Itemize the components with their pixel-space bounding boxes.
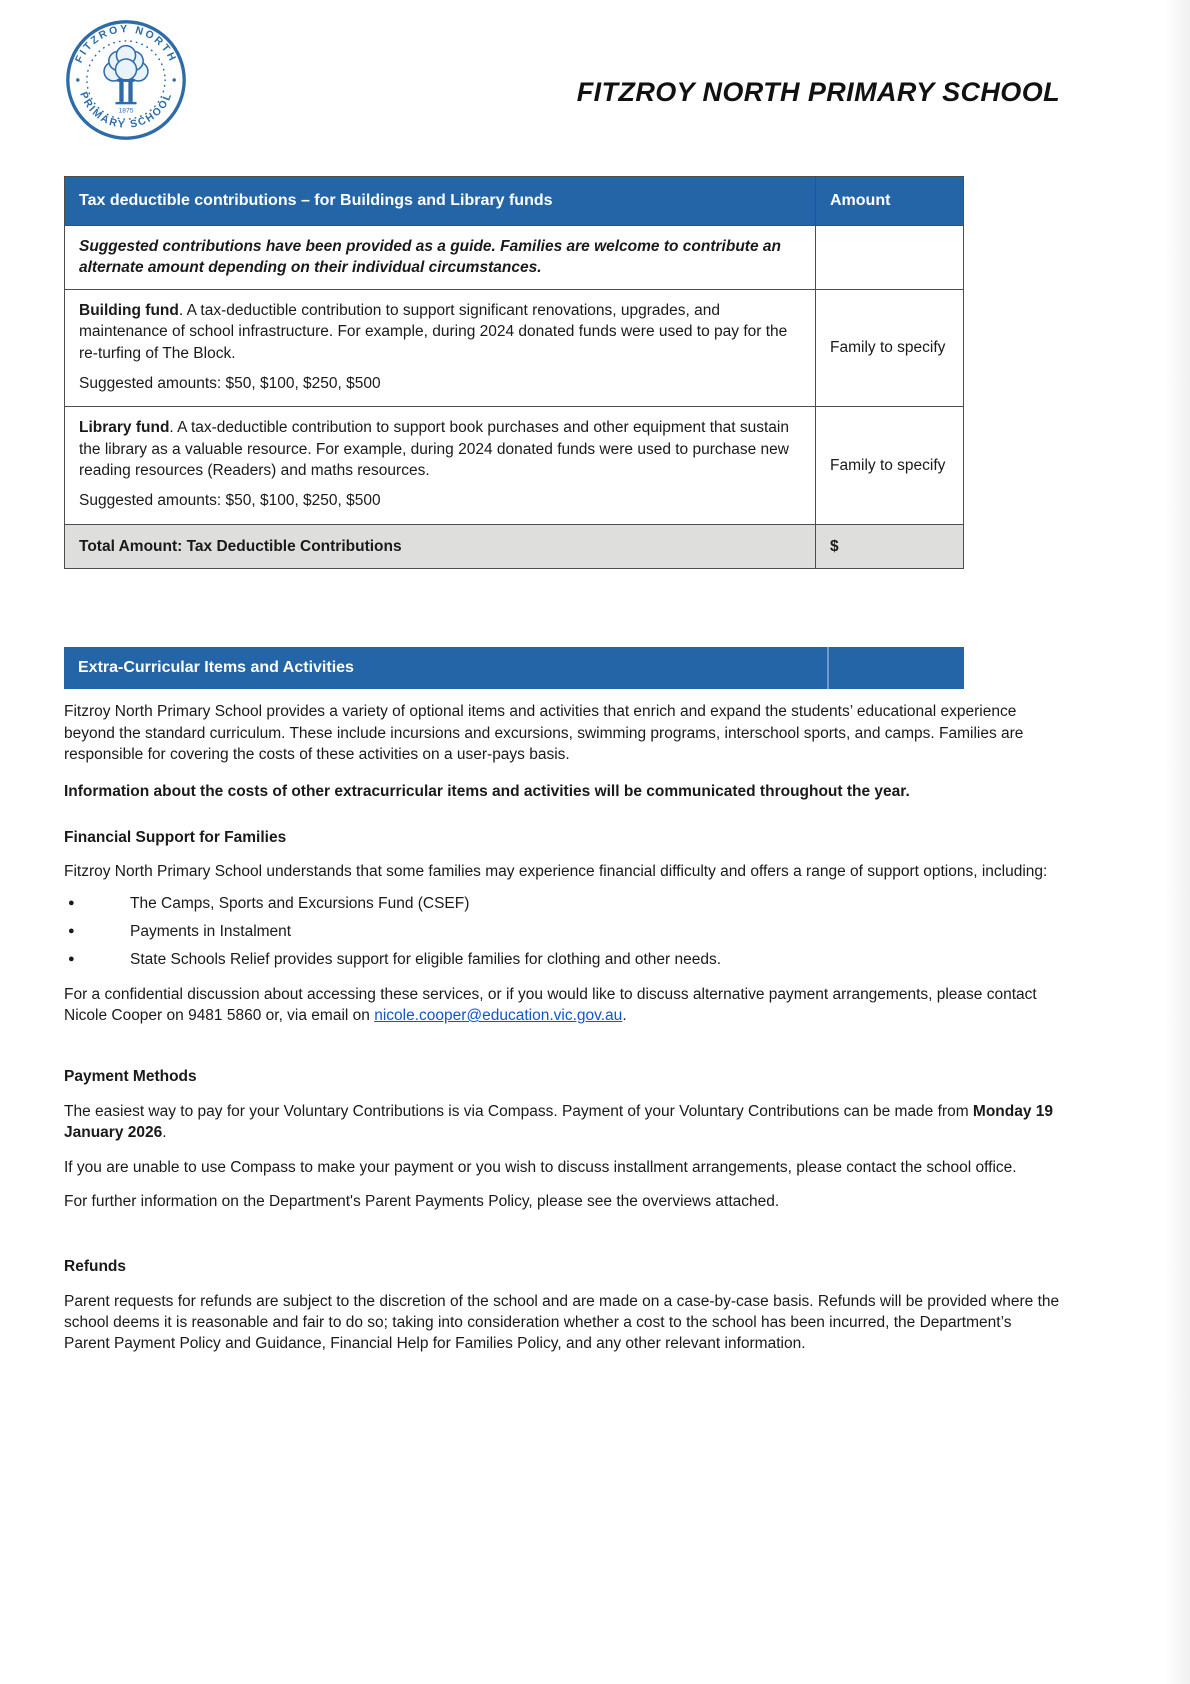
library-fund-description xyxy=(79,417,801,481)
logo-year: 1875 xyxy=(118,107,134,115)
suggested-note-cell: Suggested contributions have been provided as a guide. Families are welcome to contribute an alternate amount depending on their individual circumstances. xyxy=(65,226,816,290)
section-title: Extra-Curricular Items and Activities xyxy=(78,659,354,677)
list-item-state-schools-relief: ● State Schools Relief provides support for eligible families for clothing and other needs. xyxy=(64,949,1060,970)
extra-curricular-info-line: Information about the costs of other extracurricular items and activities will be communicated throughout the year. xyxy=(64,783,910,801)
confidential-discussion-paragraph xyxy=(64,984,1060,1027)
library-fund-title: Library fund xyxy=(79,419,170,437)
payment-p1-text: The easiest way to pay for your Voluntary Contributions is via Compass. Payment of your Voluntary Contributions can be made from xyxy=(64,1102,973,1120)
building-fund-suggested-amounts: Suggested amounts: $50, $100, $250, $500 xyxy=(79,374,381,392)
financial-support-intro: Fitzroy North Primary School understands that some families may experience financial difficulty and offers a range of support options, including: xyxy=(64,863,1048,881)
total-label-cell: Total Amount: Tax Deductible Contributions xyxy=(65,524,816,568)
library-fund-suggested-amounts: Suggested amounts: $50, $100, $250, $500 xyxy=(79,492,381,510)
contact-text-end: . xyxy=(622,1007,627,1025)
building-fund-cell xyxy=(65,289,816,407)
school-logo xyxy=(64,18,188,142)
logo-arc-top-text: FITZROY NORTH xyxy=(73,24,179,65)
document-header xyxy=(64,18,1060,142)
library-fund-body: . A tax-deductible contribution to support book purchases and other equipment that sustain the library as a valuable resource. For example, during 2024 donated funds were used to purchase new reading resources (Readers) and maths resources. xyxy=(79,419,789,480)
table-row-total xyxy=(65,524,964,568)
total-amount-cell: $ xyxy=(816,524,964,568)
refunds-paragraph: Parent requests for refunds are subject to the discretion of the school and are made on a case-by-case basis. Refunds will be provided where the school deems it is reasonable and fair to do so; taking into consideration whether a cost to the school has been incurred, the Department’s Parent Payment Policy and Guidance, Financial Help for Families Policy, and any other relevant information. xyxy=(64,1292,1060,1353)
payment-paragraph-3: For further information on the Department's Parent Payments Policy, please see the overviews attached. xyxy=(64,1192,780,1210)
school-name-title: FITZROY NORTH PRIMARY SCHOOL xyxy=(576,77,1060,107)
table-row-library-fund xyxy=(65,407,964,525)
extra-curricular-intro: Fitzroy North Primary School provides a variety of optional items and activities that enrich and expand the students’ educational experience beyond the standard curriculum. These include incursions and excursions, swimming programs, interschool sports, and camps. Families are responsible for covering the costs of these activities on a user-pays basis. xyxy=(64,703,1024,764)
table-row-note xyxy=(65,226,964,290)
list-item-csef: ● The Camps, Sports and Excursions Fund (CSEF) xyxy=(64,893,1060,914)
building-fund-description xyxy=(79,300,801,364)
section-bar-divider xyxy=(827,647,829,689)
building-fund-body: . A tax-deductible contribution to support significant renovations, upgrades, and maintenance of school infrastructure. For example, during 2024 donated funds were used to pay for the re-turfing of The Block. xyxy=(79,301,788,362)
refunds-heading: Refunds xyxy=(64,1258,126,1276)
contributions-table xyxy=(64,176,964,569)
contact-text: For a confidential discussion about accessing these services, or if you would like to discuss alternative payment arrangements, please contact Nicole Cooper on 9481 5860 or, via email on xyxy=(64,985,1037,1025)
table-header-amount: Amount xyxy=(816,177,964,226)
school-logo-icon xyxy=(64,18,188,142)
table-header-row xyxy=(65,177,964,226)
financial-support-heading: Financial Support for Families xyxy=(64,828,287,846)
note-amount-cell xyxy=(816,226,964,290)
payment-start-date: Monday 19 January 2026 xyxy=(64,1102,1054,1142)
payment-p1-end: . xyxy=(162,1124,167,1142)
logo-arc-bottom-text: PRIMARY SCHOOL xyxy=(77,90,175,131)
list-item-instalments: ● Payments in Instalment xyxy=(64,921,1060,942)
payment-methods-heading: Payment Methods xyxy=(64,1068,197,1086)
building-fund-title: Building fund xyxy=(79,301,179,319)
library-fund-amount-cell: Family to specify xyxy=(816,407,964,525)
support-options-list xyxy=(64,893,1060,971)
section-header-extra-curricular xyxy=(64,647,964,689)
building-fund-amount-cell: Family to specify xyxy=(816,289,964,407)
table-header-title: Tax deductible contributions – for Buildings and Library funds xyxy=(65,177,816,226)
library-fund-cell xyxy=(65,407,816,525)
table-row-building-fund xyxy=(65,289,964,407)
payment-paragraph-1 xyxy=(64,1101,1060,1144)
contact-email-link[interactable]: nicole.cooper@education.vic.gov.au xyxy=(374,1007,623,1025)
payment-paragraph-2: If you are unable to use Compass to make your payment or you wish to discuss installment arrangements, please contact the school office. xyxy=(64,1158,1017,1176)
